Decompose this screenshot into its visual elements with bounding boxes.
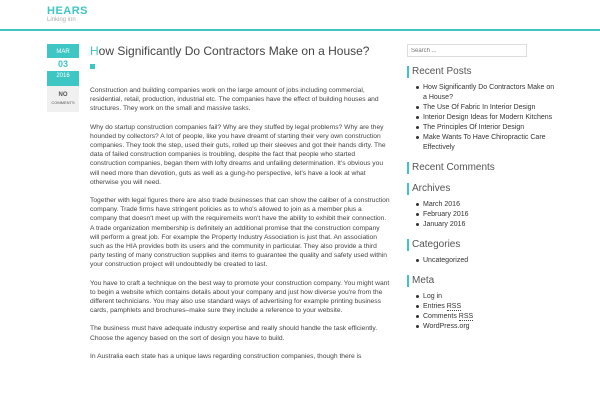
recent-post-link[interactable]: The Use Of Fabric In Interior Design	[423, 103, 557, 113]
meta-comments-rss-link[interactable]	[423, 312, 557, 322]
recent-post-link[interactable]: The Principles Of Interior Design	[423, 123, 557, 133]
site-description: Linking inn	[47, 17, 76, 23]
post-title[interactable]	[90, 44, 390, 58]
widget-title: Recent Comments	[407, 162, 557, 174]
widget-meta	[407, 275, 557, 332]
recent-posts-list	[407, 83, 557, 153]
meta-login-link[interactable]: Log in	[423, 292, 557, 302]
post-paragraph: You have to craft a technique on the best way to promote your construction company. You might want to begin a website which contains details about your company and just how diverse you're from the different technicians. You may also use standard ways of advertising for example printing business cards, pamphlets and brochures–make sure they include a reference to your website.	[90, 279, 390, 315]
post-paragraph: Together with legal figures there are also trade businesses that can show the caliber of a construction company. Trade firms have stringent policies as to who's allowed to join as a member plus a company that doesn't meet up with the requiremeits won't have the ability to exhibit their connection. A trade organization membership is definitely an additional promise that the construction company will perform a great job. For example the Property Industry Association is just that. An association such as the HIA provides both its users and the community in particular. They also provide a third party testing of many construction supplies and items to guarantee the quality and safety used within your construction project will undoubtedly be created to last.	[90, 197, 390, 269]
widget-title: Archives	[407, 183, 557, 195]
search-input[interactable]	[407, 44, 527, 57]
widget-title: Categories	[407, 239, 557, 251]
post-content	[90, 86, 390, 370]
recent-post-link[interactable]: How Significantly Do Contractors Make on a House?	[423, 83, 557, 103]
recent-post-link[interactable]: Interior Design Ideas for Modern Kitchens	[423, 113, 557, 123]
post-title-first-letter: H	[90, 44, 99, 58]
comment-count: NO	[58, 92, 68, 98]
archives-list	[407, 200, 557, 230]
post-paragraph: In Australia each state has a unique laws regarding construction companies, though there is	[90, 352, 362, 360]
comment-label: COMMENTS	[51, 100, 75, 105]
widget-categories	[407, 239, 557, 266]
post-title-rest: ow Significantly Do Contractors Make on a House?	[98, 44, 370, 58]
widget-title: Recent Posts	[407, 66, 557, 78]
post-paragraph: Why do startup construction companies fail? Why are they stuffed by legal problems? Why are they hounded by collectors? A lot of people, like you have dreamt of starting their very own construction companies. They took the step, used their guts, rolled up their sleeves and got their hands dirty. The data of failed construction companies is troubling, despite the fact that people who started construction companies, began them with lofty dreams and unfailing determination. It's obvious you will need more than devotion, guts as well as a gung-ho perspective, let's have a look at what otherwise you will need.	[90, 123, 386, 186]
widget-recent-posts	[407, 66, 557, 153]
archive-link[interactable]: January 2016	[423, 220, 557, 230]
post-paragraph: Construction and building companies work on the large amount of jobs including commercial, residential, retail, production, industrial etc. The companies have the effect of building houses and structures. They work on the small and massive tasks.	[90, 87, 379, 113]
meta-entries-rss-abbr: RSS	[446, 303, 462, 310]
post-date-year: 2016	[56, 73, 70, 79]
meta-entries-rss-link[interactable]	[423, 302, 557, 312]
meta-comments-label: Comments	[423, 313, 459, 320]
widget-archives	[407, 183, 557, 230]
category-link[interactable]: Uncategorized	[423, 256, 557, 266]
widget-title: Meta	[407, 275, 557, 287]
meta-comments-rss-abbr: RSS	[458, 313, 474, 320]
meta-wordpress-link[interactable]: WordPress.org	[423, 322, 557, 332]
post-date-badge	[47, 44, 79, 86]
meta-entries-label: Entries	[423, 303, 447, 310]
site-header	[0, 0, 600, 31]
post-date-month: MAR	[56, 49, 70, 55]
post-format-icon	[90, 64, 95, 69]
widget-recent-comments	[407, 162, 557, 174]
meta-list	[407, 292, 557, 332]
site-title[interactable]: HEARS	[47, 5, 89, 17]
archive-link[interactable]: March 2016	[423, 200, 557, 210]
recent-post-link[interactable]: Make Wants To Have Chiropractic Care Effectively	[423, 133, 557, 153]
sidebar	[407, 44, 557, 332]
post-comments-badge[interactable]	[47, 86, 79, 112]
archive-link[interactable]: February 2016	[423, 210, 557, 220]
post-paragraph: The business must have adequate industry expertise and really should handle the task efficiently. Choose the agency based on the sort of design you have to build.	[90, 325, 378, 342]
post-date-day: 03	[47, 58, 79, 71]
categories-list	[407, 256, 557, 266]
